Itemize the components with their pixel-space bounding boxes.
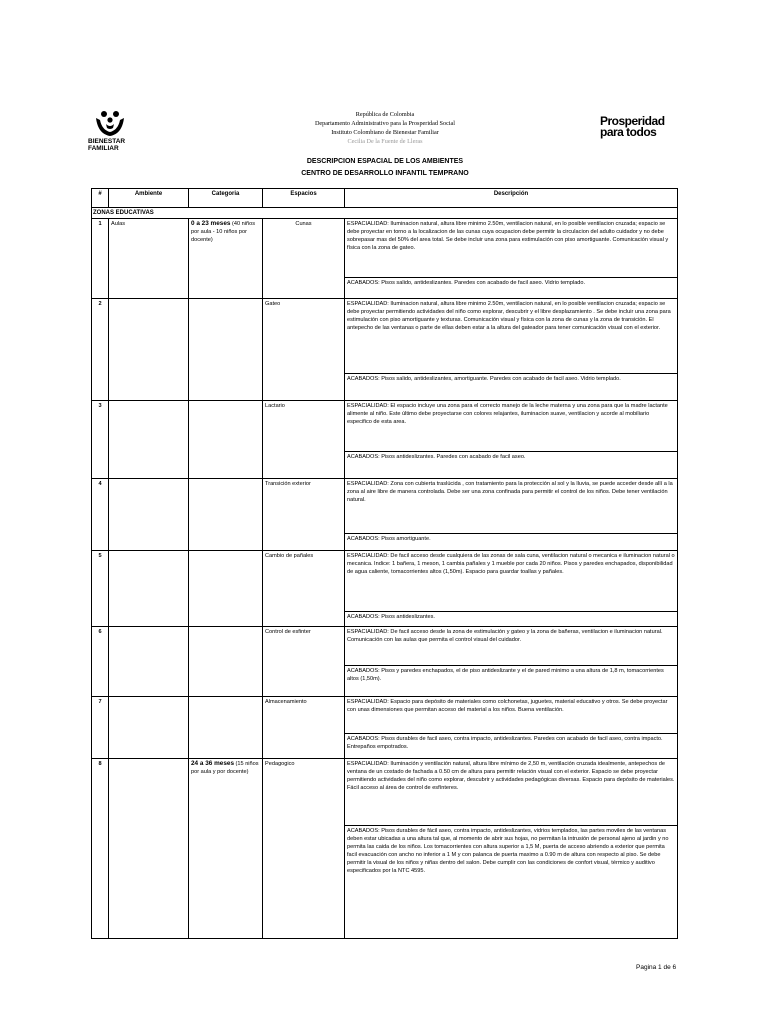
header-line1: República de Colombia bbox=[355, 111, 415, 118]
header-line3: Instituto Colombiano de Bienestar Familiar bbox=[331, 129, 439, 136]
row-ambiente bbox=[109, 697, 189, 759]
categoria-age: 0 a 23 meses bbox=[191, 220, 231, 227]
row-espacialidad: ESPACIALIDAD: Iluminacion natural, altura libre minimo 2.50m, ventilacion natural, en lo posible ventilacion cruzada; espacio se debe proyectar en torno a la localizacion de las cunas cuya ocupacion debe permitir la circulacion del adulto cuidador y no debe sobrepasar mas del 50% del area total. Se debe incluir una zona para estimulación con piso amortiguante. Comunicación visual y física con la zona de gateo. bbox=[345, 219, 678, 278]
row-acabados: ACABADOS: Pisos durables de facil aseo, contra impacto, antideslizantes. Paredes con acabado de facil aseo, contra impacto. Entrepaños empotrados. bbox=[345, 734, 678, 759]
categoria-detail: (40 niños por aula - 10 niños por docente) bbox=[191, 221, 256, 243]
col-header-espacios: Espacios bbox=[263, 189, 345, 208]
row-acabados: ACABADOS: Pisos salido, antideslizantes. Paredes con acabado de facil aseo. Vidrio templado. bbox=[345, 278, 678, 299]
spaces-table bbox=[91, 188, 678, 939]
row-espacio: Almacenamiento bbox=[263, 697, 345, 759]
row-espacio: Cambio de pañales bbox=[263, 551, 345, 627]
row-acabados: ACABADOS: Pisos salido, antideslizantes, amortiguante. Paredes con acabado de facil aseo. Vidrio templado. bbox=[345, 374, 678, 401]
icbf-logo bbox=[90, 108, 130, 150]
logo-left-line2: FAMILIAR bbox=[88, 145, 119, 152]
row-categoria bbox=[189, 479, 263, 551]
row-espacialidad: ESPACIALIDAD: Iluminación y ventilación natural, altura libre mínimo de 2,50 m, ventilación cruzada idealmente, antepechos de ventana de un costado de fachada a 0.50 cm de altura para permitir relación visual con el exterior. Espacio se debe proyectar permitiendo actividades del niño como explorar, descubrir y actividades pedagógicas diversas. Espacio para depósito de materiales. Fácil acceso al área de control de esfínteres. bbox=[345, 759, 678, 826]
row-number: 7 bbox=[92, 697, 109, 759]
row-acabados: ACABADOS: Pisos antideslizantes. Paredes con acabado de facil aseo. bbox=[345, 452, 678, 479]
row-espacialidad: ESPACIALIDAD: Espacio para depósito de materiales como colchonetas, juguetes, material educativo y otros. Se debe proyectar con unas dimensiones que permitan acceso del material a los niños. Buena ventilación. bbox=[345, 697, 678, 734]
row-espacialidad: ESPACIALIDAD: Iluminacion natural, altura libre minimo 2.50m, ventilacion natural, en lo posible ventilacion cruzada; espacio se debe proyectar permitiendo actividades del niño como explorar, descubrir y el libre desplazamiento . Se debe incluir una zona para estimulación con piso amortiguante y texturas. Comunicación visual y física con la zona de cunas y la zona de transición. El antepecho de las ventanas o parte de ellas deben estar a la altura del gateador para tener comunicación visual con el exterior. bbox=[345, 299, 678, 374]
categoria-detail: (15 niños por aula y por docente) bbox=[191, 761, 259, 775]
page-number: Pagina 1 de 6 bbox=[636, 964, 677, 971]
row-number: 4 bbox=[92, 479, 109, 551]
row-categoria bbox=[189, 551, 263, 627]
row-number: 2 bbox=[92, 299, 109, 401]
row-ambiente bbox=[109, 627, 189, 697]
row-number: 3 bbox=[92, 401, 109, 479]
row-ambiente: Aulas bbox=[109, 219, 189, 299]
row-espacialidad: ESPACIALIDAD: De facil acceso desde cualquiera de las zonas de sala cuna, ventilacion natural o mecanica e iluminacion natural o mecanica. Indice: 1 bañera, 1 meson, 1 cambia pañales y 1 mueble por cada 20 niños. Pisos y paredes enchapados, disponibilidad de agua caliente, tomacorrientes altos (1,50m). Espacio para guardar toallas y pañales. bbox=[345, 551, 678, 612]
row-espacio: Pedagogico bbox=[263, 759, 345, 939]
table-row bbox=[92, 759, 678, 826]
header-line2: Departamento Administrativo para la Prosperidad Social bbox=[314, 120, 456, 127]
categoria-age: 24 a 36 meses bbox=[191, 760, 234, 767]
section-row bbox=[92, 208, 678, 219]
row-espacio: Gateo bbox=[263, 299, 345, 401]
row-categoria bbox=[189, 759, 263, 939]
header-line4: Cecilia De la Fuente de Lleras bbox=[347, 138, 423, 145]
table-row bbox=[92, 401, 678, 452]
col-header-descripcion: Descripción bbox=[345, 189, 678, 208]
row-categoria bbox=[189, 219, 263, 299]
col-header-num: # bbox=[92, 189, 109, 208]
logo-right-line1: Prosperidad bbox=[600, 114, 665, 128]
row-categoria bbox=[189, 401, 263, 479]
row-ambiente bbox=[109, 299, 189, 401]
row-espacio: Lactario bbox=[263, 401, 345, 479]
table-row bbox=[92, 479, 678, 534]
row-categoria bbox=[189, 627, 263, 697]
row-acabados: ACABADOS: Pisos amortiguante. bbox=[345, 534, 678, 551]
logo-left-line1: BIENESTAR bbox=[88, 138, 126, 145]
row-espacio: Control de esfinter bbox=[263, 627, 345, 697]
row-espacialidad: ESPACIALIDAD: De facil acceso desde la zona de estimulación y gateo y la zona de bañeras, ventilacion e iluminacion natural. Comunicación con las aulas que permita el control visual del cuidador. bbox=[345, 627, 678, 666]
row-ambiente bbox=[109, 479, 189, 551]
document-header bbox=[280, 110, 490, 146]
prosperidad-logo bbox=[600, 116, 680, 138]
row-categoria bbox=[189, 697, 263, 759]
row-categoria bbox=[189, 299, 263, 401]
row-acabados: ACABADOS: Pisos antideslizantes. bbox=[345, 612, 678, 627]
row-number: 1 bbox=[92, 219, 109, 299]
col-header-ambiente: Ambiente bbox=[109, 189, 189, 208]
row-number: 8 bbox=[92, 759, 109, 939]
table-header-row bbox=[92, 189, 678, 208]
col-header-categoria: Categoria bbox=[189, 189, 263, 208]
row-acabados: ACABADOS: Pisos y paredes enchapados, el de piso antideslizante y el de pared minimo a una altura de 1,8 m, tomacorrientes altos (1,50m). bbox=[345, 666, 678, 697]
row-ambiente bbox=[109, 759, 189, 939]
row-espacio: Transición exterior bbox=[263, 479, 345, 551]
logo-right-line2: para todos bbox=[600, 125, 657, 139]
row-number: 6 bbox=[92, 627, 109, 697]
row-acabados: ACABADOS: Pisos durables de fácil aseo, contra impacto, antideslizantes, vidrios templados, las partes moviles de las ventanas deben estar ubicadas a una altura tal que, al momento de abrir sus hojas, no permitan la intrusión de personal ajeno al jardin y no permita las caida de los niños. Los tomacorrientes con altura superior a 1,5 M, puerta de acceso abriendo a exterior que permita facil evacuación con ancho no inferior a 1 M y con palanca de puerta maximo a 0.90 m de altura con respecto al piso. Se debe permitir la visual de los niños y niñas dentro del salon. Debe cumplir con las condiciones de confort visual, térmico y auditivo especificados por la NTC 4595. bbox=[345, 826, 678, 939]
table-row bbox=[92, 551, 678, 612]
family-icon bbox=[90, 108, 130, 138]
row-espacialidad: ESPACIALIDAD: El espacio incluye una zona para el correcto manejo de la leche materna y una zona para que la madre lactante alimente al niño. Este último debe proyectarse con colores relajantes, iluminacion suave, ventilacion y acorde al mobiliario especifico de esta area. bbox=[345, 401, 678, 452]
table-row bbox=[92, 299, 678, 374]
table-row bbox=[92, 219, 678, 278]
row-espacialidad: ESPACIALIDAD: Zona con cubierta traslúcida , con tratamiento para la protección al sol y la lluvia, se puede acceder desde allí a la zona al aire libre de manera controlada. Debe ser una zona confinada para permitir el control de los niños. Debe tener ventilación natural. bbox=[345, 479, 678, 534]
table-row bbox=[92, 697, 678, 734]
title-line1: DESCRIPCION ESPACIAL DE LOS AMBIENTES bbox=[306, 158, 464, 165]
document-title bbox=[260, 156, 510, 180]
row-number: 5 bbox=[92, 551, 109, 627]
row-ambiente bbox=[109, 551, 189, 627]
row-ambiente bbox=[109, 401, 189, 479]
row-espacio: Cunas bbox=[263, 219, 345, 299]
title-line2: CENTRO DE DESARROLLO INFANTIL TEMPRANO bbox=[301, 170, 469, 177]
section-label: ZONAS EDUCATIVAS bbox=[92, 208, 678, 219]
table-row bbox=[92, 627, 678, 666]
